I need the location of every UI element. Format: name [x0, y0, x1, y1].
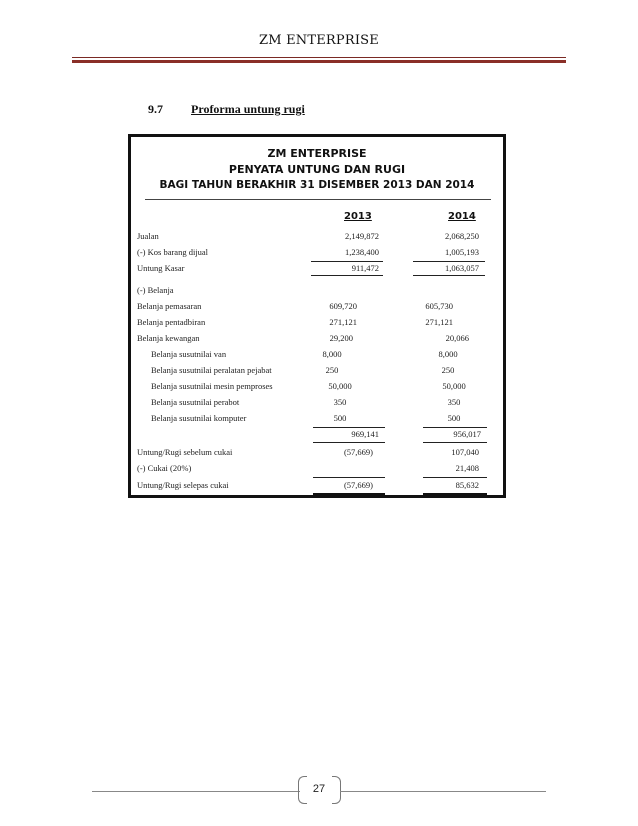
row-value-2013: 1,238,400 [345, 247, 379, 257]
row-value-2014: 85,632 [455, 480, 479, 490]
page-number: 27 [312, 783, 326, 795]
row-label-kos-barang: (-) Kos barang dijual [137, 247, 209, 257]
year-header-2014: 2014 [448, 211, 476, 222]
header-divider-thick [72, 60, 566, 63]
underline [423, 427, 487, 428]
row-value-2014: 8,000 [438, 349, 458, 359]
statement-top-rule [145, 199, 491, 200]
underline [313, 477, 385, 478]
underline [413, 275, 485, 276]
row-value-2013: (57,669) [343, 447, 373, 457]
underline [413, 261, 485, 262]
row-value-2014: 250 [441, 365, 455, 375]
row-label-belanja-pemasaran: Belanja pemasaran [137, 301, 202, 311]
row-value-2014: 20,066 [445, 333, 469, 343]
row-label-belanja-kewangan: Belanja kewangan [137, 333, 200, 343]
underline [311, 261, 383, 262]
row-value-2014: 21,408 [455, 463, 479, 473]
row-value-2013: (57,669) [343, 480, 373, 490]
row-value-2013: 8,000 [322, 349, 342, 359]
row-label-sebelum-cukai: Untung/Rugi sebelum cukai [137, 447, 233, 457]
underline [313, 427, 385, 428]
row-label-susutnilai-komputer: Belanja susutnilai komputer [151, 413, 247, 423]
section-number: 9.7 [148, 102, 163, 116]
income-statement-image [128, 134, 506, 498]
row-label-untung-kasar: Untung Kasar [137, 263, 185, 273]
statement-period: BAGI TAHUN BERAKHIR 31 DISEMBER 2013 DAN 2014 [159, 179, 475, 191]
row-value-2013: 250 [325, 365, 339, 375]
double-underline [313, 493, 385, 495]
double-underline [423, 493, 487, 495]
underline [313, 442, 385, 443]
statement-title: PENYATA UNTUNG DAN RUGI [228, 163, 406, 176]
row-label-jualan: Jualan [137, 231, 159, 241]
row-value-2014: 605,730 [425, 301, 453, 311]
statement-company: ZM ENTERPRISE [267, 147, 367, 160]
row-value-2013: 969,141 [351, 429, 379, 439]
row-value-2014: 107,040 [451, 447, 479, 457]
row-label-susutnilai-perabot: Belanja susutnilai perabot [151, 397, 240, 407]
page-number-bracket-right [332, 776, 341, 804]
row-value-2013: 271,121 [329, 317, 357, 327]
underline [423, 442, 487, 443]
row-value-2014: 50,000 [442, 381, 466, 391]
row-label-susutnilai-mesin: Belanja susutnilai mesin pemproses [151, 381, 273, 391]
header-divider-thin [72, 57, 566, 58]
row-value-2013: 29,200 [329, 333, 353, 343]
row-label-selepas-cukai: Untung/Rugi selepas cukai [137, 480, 229, 490]
row-label-belanja-pentadbiran: Belanja pentadbiran [137, 317, 206, 327]
row-value-2014: 2,068,250 [445, 231, 479, 241]
row-value-2014: 500 [447, 413, 461, 423]
row-value-2014: 956,017 [453, 429, 481, 439]
row-label-susutnilai-van: Belanja susutnilai van [151, 349, 227, 359]
section-title: Proforma untung rugi [191, 102, 305, 116]
underline [423, 477, 487, 478]
row-value-2014: 271,121 [425, 317, 453, 327]
row-label-belanja: (-) Belanja [137, 285, 174, 295]
underline [311, 275, 383, 276]
footer-divider-right [340, 791, 546, 792]
row-value-2013: 500 [333, 413, 347, 423]
row-value-2014: 1,063,057 [445, 263, 479, 273]
page-header-title: ZM ENTERPRISE [259, 33, 379, 48]
row-label-susutnilai-peralatan: Belanja susutnilai peralatan pejabat [151, 365, 272, 375]
footer-divider-left [92, 791, 300, 792]
row-value-2014: 350 [447, 397, 461, 407]
row-value-2013: 911,472 [351, 263, 379, 273]
row-value-2013: 609,720 [329, 301, 357, 311]
section-heading [148, 102, 305, 117]
row-value-2013: 350 [333, 397, 347, 407]
row-value-2013: 2,149,872 [345, 231, 379, 241]
row-label-cukai: (-) Cukai (20%) [137, 463, 192, 473]
year-header-2013: 2013 [344, 211, 372, 222]
row-value-2013: 50,000 [328, 381, 352, 391]
row-value-2014: 1,005,193 [445, 247, 479, 257]
